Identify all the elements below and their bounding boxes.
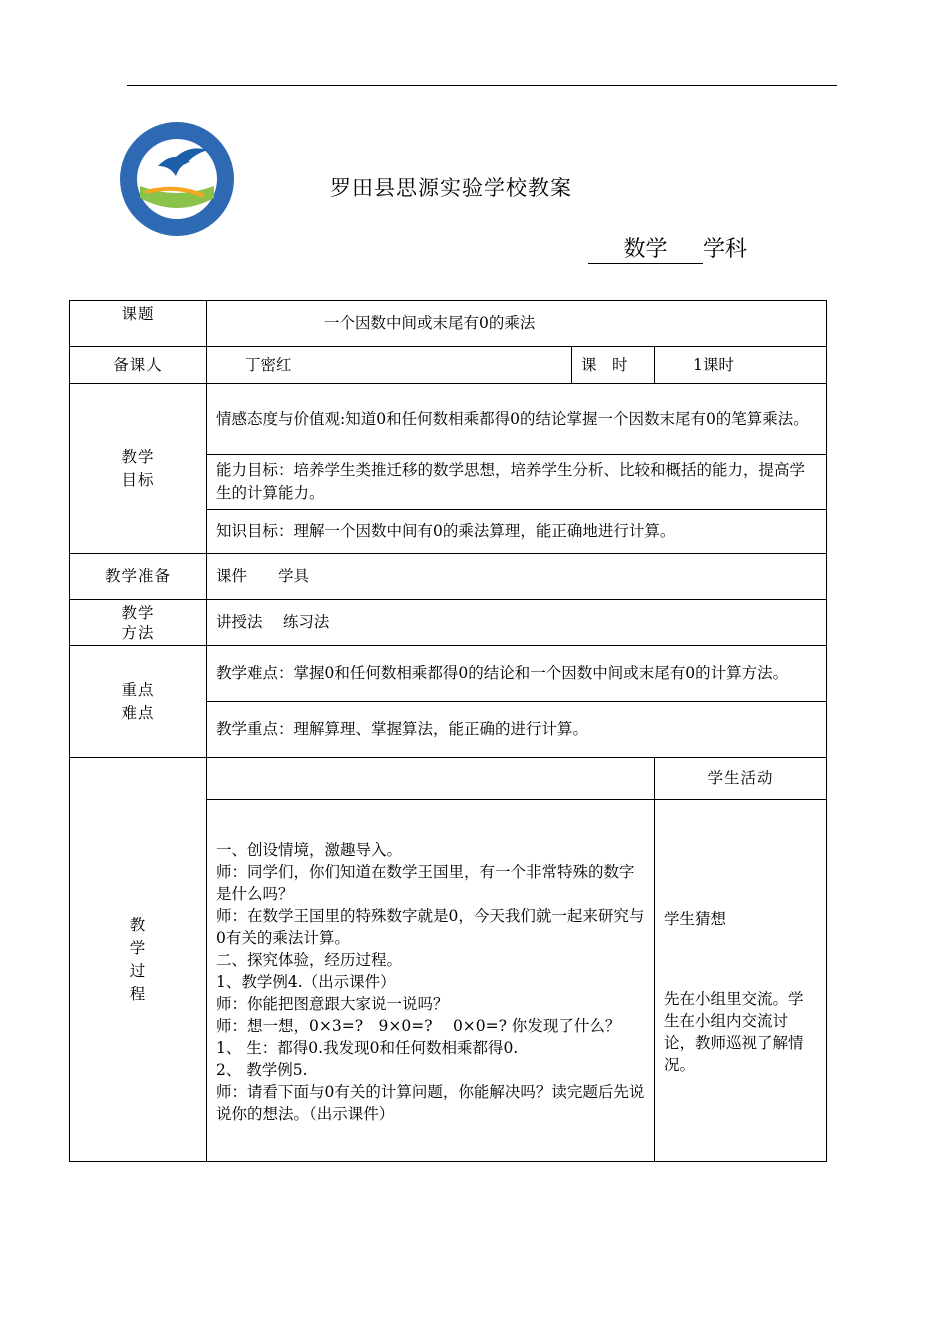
goal-knowledge: 知识目标：理解一个因数中间有0的乘法算理，能正确地进行计算。 xyxy=(207,510,827,554)
method-label-line2: 方法 xyxy=(121,623,155,642)
student-activity-guess: 学生猜想 xyxy=(664,909,727,928)
period-label: 课 时 xyxy=(572,347,655,384)
goals-label-line1: 教学 xyxy=(121,447,155,466)
key-point: 教学重点：理解算理、掌握算法，能正确的进行计算。 xyxy=(207,702,827,758)
method-label xyxy=(70,600,207,646)
preparer-label: 备课人 xyxy=(70,347,207,384)
process-header-row xyxy=(70,758,827,800)
preparer-value: 丁密红 xyxy=(207,347,572,384)
method-label-line1: 教学 xyxy=(121,603,155,622)
student-activity-header: 学生活动 xyxy=(655,758,827,800)
prep-row xyxy=(70,554,827,600)
subject-name: 数学 xyxy=(588,232,703,264)
school-logo xyxy=(118,120,236,238)
subject-suffix: 学科 xyxy=(703,237,748,262)
period-value: 1课时 xyxy=(655,347,827,384)
process-header-left xyxy=(207,758,655,800)
keypoints-label xyxy=(70,646,207,758)
preparer-row xyxy=(70,347,827,384)
keypoints-label-line1: 重点 xyxy=(121,680,155,699)
difficulty-row xyxy=(70,646,827,702)
process-label-char-1: 教 xyxy=(129,915,147,934)
goals-label xyxy=(70,384,207,554)
header-rule xyxy=(127,85,837,86)
prep-label: 教学准备 xyxy=(70,554,207,600)
topic-value: 一个因数中间或末尾有0的乘法 xyxy=(207,301,827,347)
process-label xyxy=(70,758,207,1162)
method-row xyxy=(70,600,827,646)
process-label-char-4: 程 xyxy=(129,984,147,1003)
student-activity xyxy=(655,800,827,1162)
process-text: 一、创设情境，激趣导入。 师：同学们，你们知道在数学王国里，有一个非常特殊的数字是什么吗？ 师：在数学王国里的特殊数字就是0，今天我们就一起来研究与0有关的乘法计算。 二、探究体验，经历过程。 1、教学例4.（出示课件） 师：你能把图意跟大家说一说吗？ 师：想一想，0×3=? 9×0=? 0×0=? 你发现了什么？ 1、 生：都得0.我发现0和任何数相乘都得0. 2、 教学例5. 师：请看下面与0有关的计算问题，你能解决吗？读完题后先说说你的想法。（出示课件） xyxy=(207,800,655,1162)
topic-row xyxy=(70,301,827,347)
keypoints-label-line2: 难点 xyxy=(121,703,155,722)
subject-line xyxy=(588,232,747,264)
process-label-char-2: 学 xyxy=(129,938,147,957)
method-value: 讲授法 练习法 xyxy=(207,600,827,646)
goals-label-line2: 目标 xyxy=(121,470,155,489)
process-label-char-3: 过 xyxy=(129,961,147,980)
goal-ability: 能力目标：培养学生类推迁移的数学思想，培养学生分析、比较和概括的能力，提高学生的计算能力。 xyxy=(207,455,827,510)
prep-value: 课件 学具 xyxy=(207,554,827,600)
goal-emotion-row xyxy=(70,384,827,455)
difficulty: 教学难点：掌握0和任何数相乘都得0的结论和一个因数中间或末尾有0的计算方法。 xyxy=(207,646,827,702)
student-activity-discuss: 先在小组里交流。学生在小组内交流讨论，教师巡视了解情况。 xyxy=(664,989,804,1074)
lesson-plan-table xyxy=(69,300,827,1162)
goal-emotion: 情感态度与价值观:知道0和任何数相乘都得0的结论掌握一个因数末尾有0的笔算乘法。 xyxy=(207,384,827,455)
school-title: 罗田县思源实验学校教案 xyxy=(330,176,572,200)
topic-label: 课题 xyxy=(70,301,207,347)
